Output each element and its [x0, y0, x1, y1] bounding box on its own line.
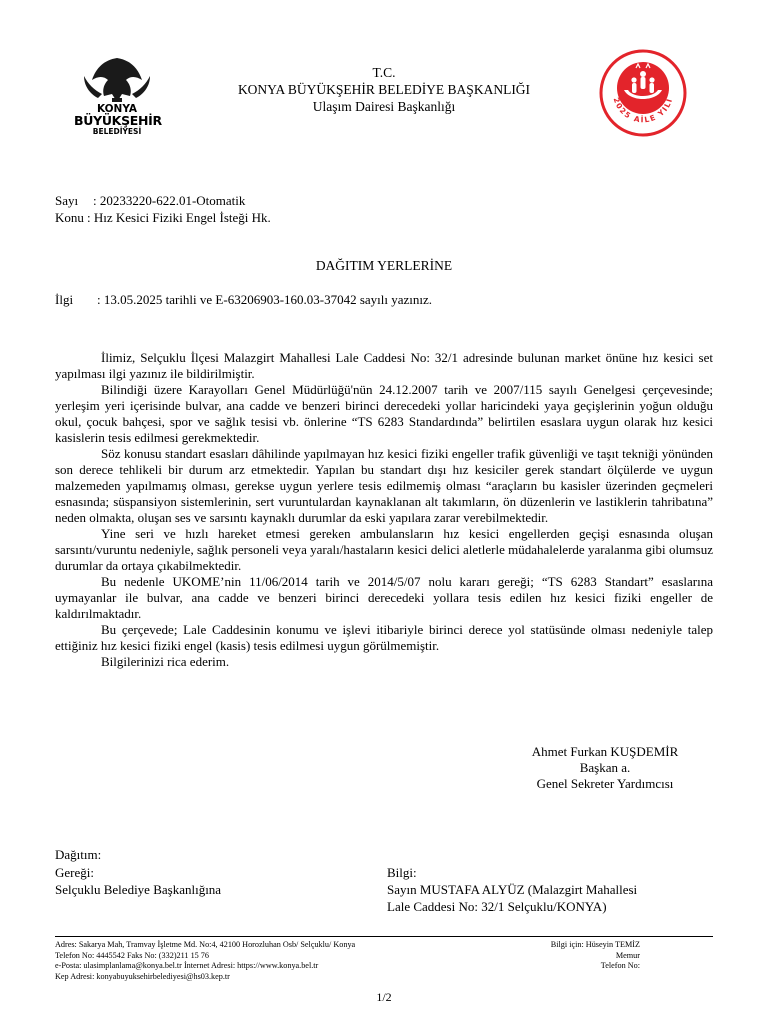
reference-line — [55, 291, 432, 308]
footer-info — [500, 940, 640, 972]
paragraph: Bu çerçevede; Lale Caddesinin konumu ve işlevi itibariyle birinci derece yol statüsünde olması nedeniyle talep ettiğiniz hız kesici fiziki engel (kasis) tesis edilmesi uygun görülmemiştir. — [55, 622, 713, 653]
document-title: DAĞITIM YERLERİNE — [315, 258, 453, 273]
bilgi-recipient-line1: Sayın MUSTAFA ALYÜZ (Malazgirt Mahallesi — [387, 882, 638, 897]
info-contact-phone: Telefon No: — [600, 961, 640, 970]
paragraph: Söz konusu standart esasları dâhilinde yapılmayan hız kesici fiziki engeller trafik güvenliği ve taşıt tekniği yönünden son derece tehlikeli bir durum arz etmektedir. Yapılan bu standart dışı hız kesiciler gerek standart ölçülerde ve uygun malzemeden yapılmamış olması, gerekse uygun yerlere tesis edilmemiş olması “araçların bu kasisler üzerinden geçmeleri esnasında; süspansiyon sistemlerinin, sert vuruntulardan kaynaklanan alt takımların, ön düzenlerin ve lastiklerin tahribatına” neden olmakta, oluşan ses ve sarsıntı kaynaklı durumlar da eski yapılara zarar verebilmektedir. — [55, 446, 713, 525]
document-subject — [55, 209, 271, 226]
gerekce-recipient: Selçuklu Belediye Başkanlığına — [55, 882, 222, 897]
paragraph: İlimiz, Selçuklu İlçesi Malazgirt Mahallesi Lale Caddesi No: 32/1 adresinde bulunan market önüne hız kesici set yapılması ilgi yazınız ile bildirilmiştir. — [55, 350, 713, 381]
gerekce-label: Gereği: — [55, 865, 94, 880]
footer-divider — [55, 936, 713, 937]
bilgi-label: Bilgi: — [387, 865, 417, 880]
footer-address: Adres: Sakarya Mah, Tramvay İşletme Md. No:4, 42100 Horozluhan Osb/ Selçuklu/ Konya — [55, 940, 356, 949]
ilgi-value: : 13.05.2025 tarihli ve E-63206903-160.03-37042 sayılı yazınız. — [97, 292, 433, 307]
konu-value: : Hız Kesici Fiziki Engel İsteği Hk. — [87, 210, 271, 225]
logo-text-konya: KONYA — [96, 103, 138, 115]
header-department: Ulaşım Dairesi Başkanlığı — [312, 99, 456, 114]
info-contact-title: Memur — [615, 950, 640, 960]
page-number: 1/2 — [376, 990, 392, 1004]
logo-text-buyuksehir: BÜYÜKŞEHİR — [74, 113, 162, 128]
signer-name: Ahmet Furkan KUŞDEMİR — [531, 744, 679, 759]
document-number — [55, 192, 245, 209]
footer-email[interactable]: e-Posta: ulasimplanlama@konya.bel.tr İnternet Adresi: https://www.konya.bel.tr — [55, 961, 319, 970]
footer-contact — [55, 940, 505, 982]
letter-body — [55, 350, 713, 670]
logo-text-belediyesi: BELEDİYESİ — [92, 127, 142, 136]
bilgi-recipient-line2: Lale Caddesi No: 32/1 Selçuklu/KONYA) — [387, 899, 607, 914]
family-year-logo — [598, 48, 688, 138]
sayi-label: Sayı — [55, 193, 79, 208]
footer-phone: Telefon No: 4445542 Faks No: (332)211 15 76 — [55, 950, 209, 960]
info-contact-person: Bilgi için: Hüseyin TEMİZ — [550, 940, 640, 949]
header-tc: T.C. — [372, 65, 396, 80]
paragraph: Bilindiği üzere Karayolları Genel Müdürlüğü'nün 24.12.2007 tarih ve 2007/115 sayılı Genelgesi çerçevesinde; yerleşim yeri içerisinde bulvar, ana cadde ve benzeri birinci derecedeki yollar haricindeki yaya geçişlerinin yoğun olduğu okul, çocuk bahçesi, spor ve sağlık tesisi vb. önlerine “TS 6283 Standardında” belirtilen esaslara uygun olarak hız kesici kasislerin tesis edilmesi gerekmektedir. — [55, 382, 713, 445]
konu-label: Konu — [55, 210, 84, 225]
signature-block — [480, 744, 730, 792]
header-institution: KONYA BÜYÜKŞEHİR BELEDİYE BAŞKANLIĞI — [237, 82, 531, 97]
signer-position: Genel Sekreter Yardımcısı — [536, 776, 674, 791]
paragraph: Yine seri ve hızlı hareket etmesi gereken ambulansların hız kesici engellerden geçişi esnasında oluşan sarsıntı/vuruntu nedeniyle, sağlık personeli veya yaralı/hastaların kesici delici aletlerle müdahalelerde yaralanma gibi olumsuz durumlar da ortaya çıkabilmektedir. — [55, 526, 713, 573]
signer-title: Başkan a. — [579, 760, 631, 775]
paragraph: Bu nedenle UKOME’nin 11/06/2014 tarih ve 2014/5/07 nolu kararı gereği; “TS 6283 Standart” esaslarına uymayanlar ile bulvar, ana cadde ve benzeri birinci derecedeki yollara tesis edilen hız kesici fiziki engeller de kaldırılmaktadır. — [55, 574, 713, 621]
distribution-label: Dağıtım: — [55, 847, 102, 862]
logo-caption: 2025 AİLE YILI — [611, 96, 675, 125]
family-year-emblem-icon — [598, 48, 688, 138]
sayi-value: : 20233220-622.01-Otomatik — [93, 193, 246, 208]
paragraph: Bilgilerinizi rica ederim. — [101, 654, 230, 669]
ilgi-label: İlgi — [55, 292, 74, 307]
footer-kep[interactable]: Kep Adresi: konyabuyuksehirbelediyesi@hs03.kep.tr — [55, 971, 230, 981]
